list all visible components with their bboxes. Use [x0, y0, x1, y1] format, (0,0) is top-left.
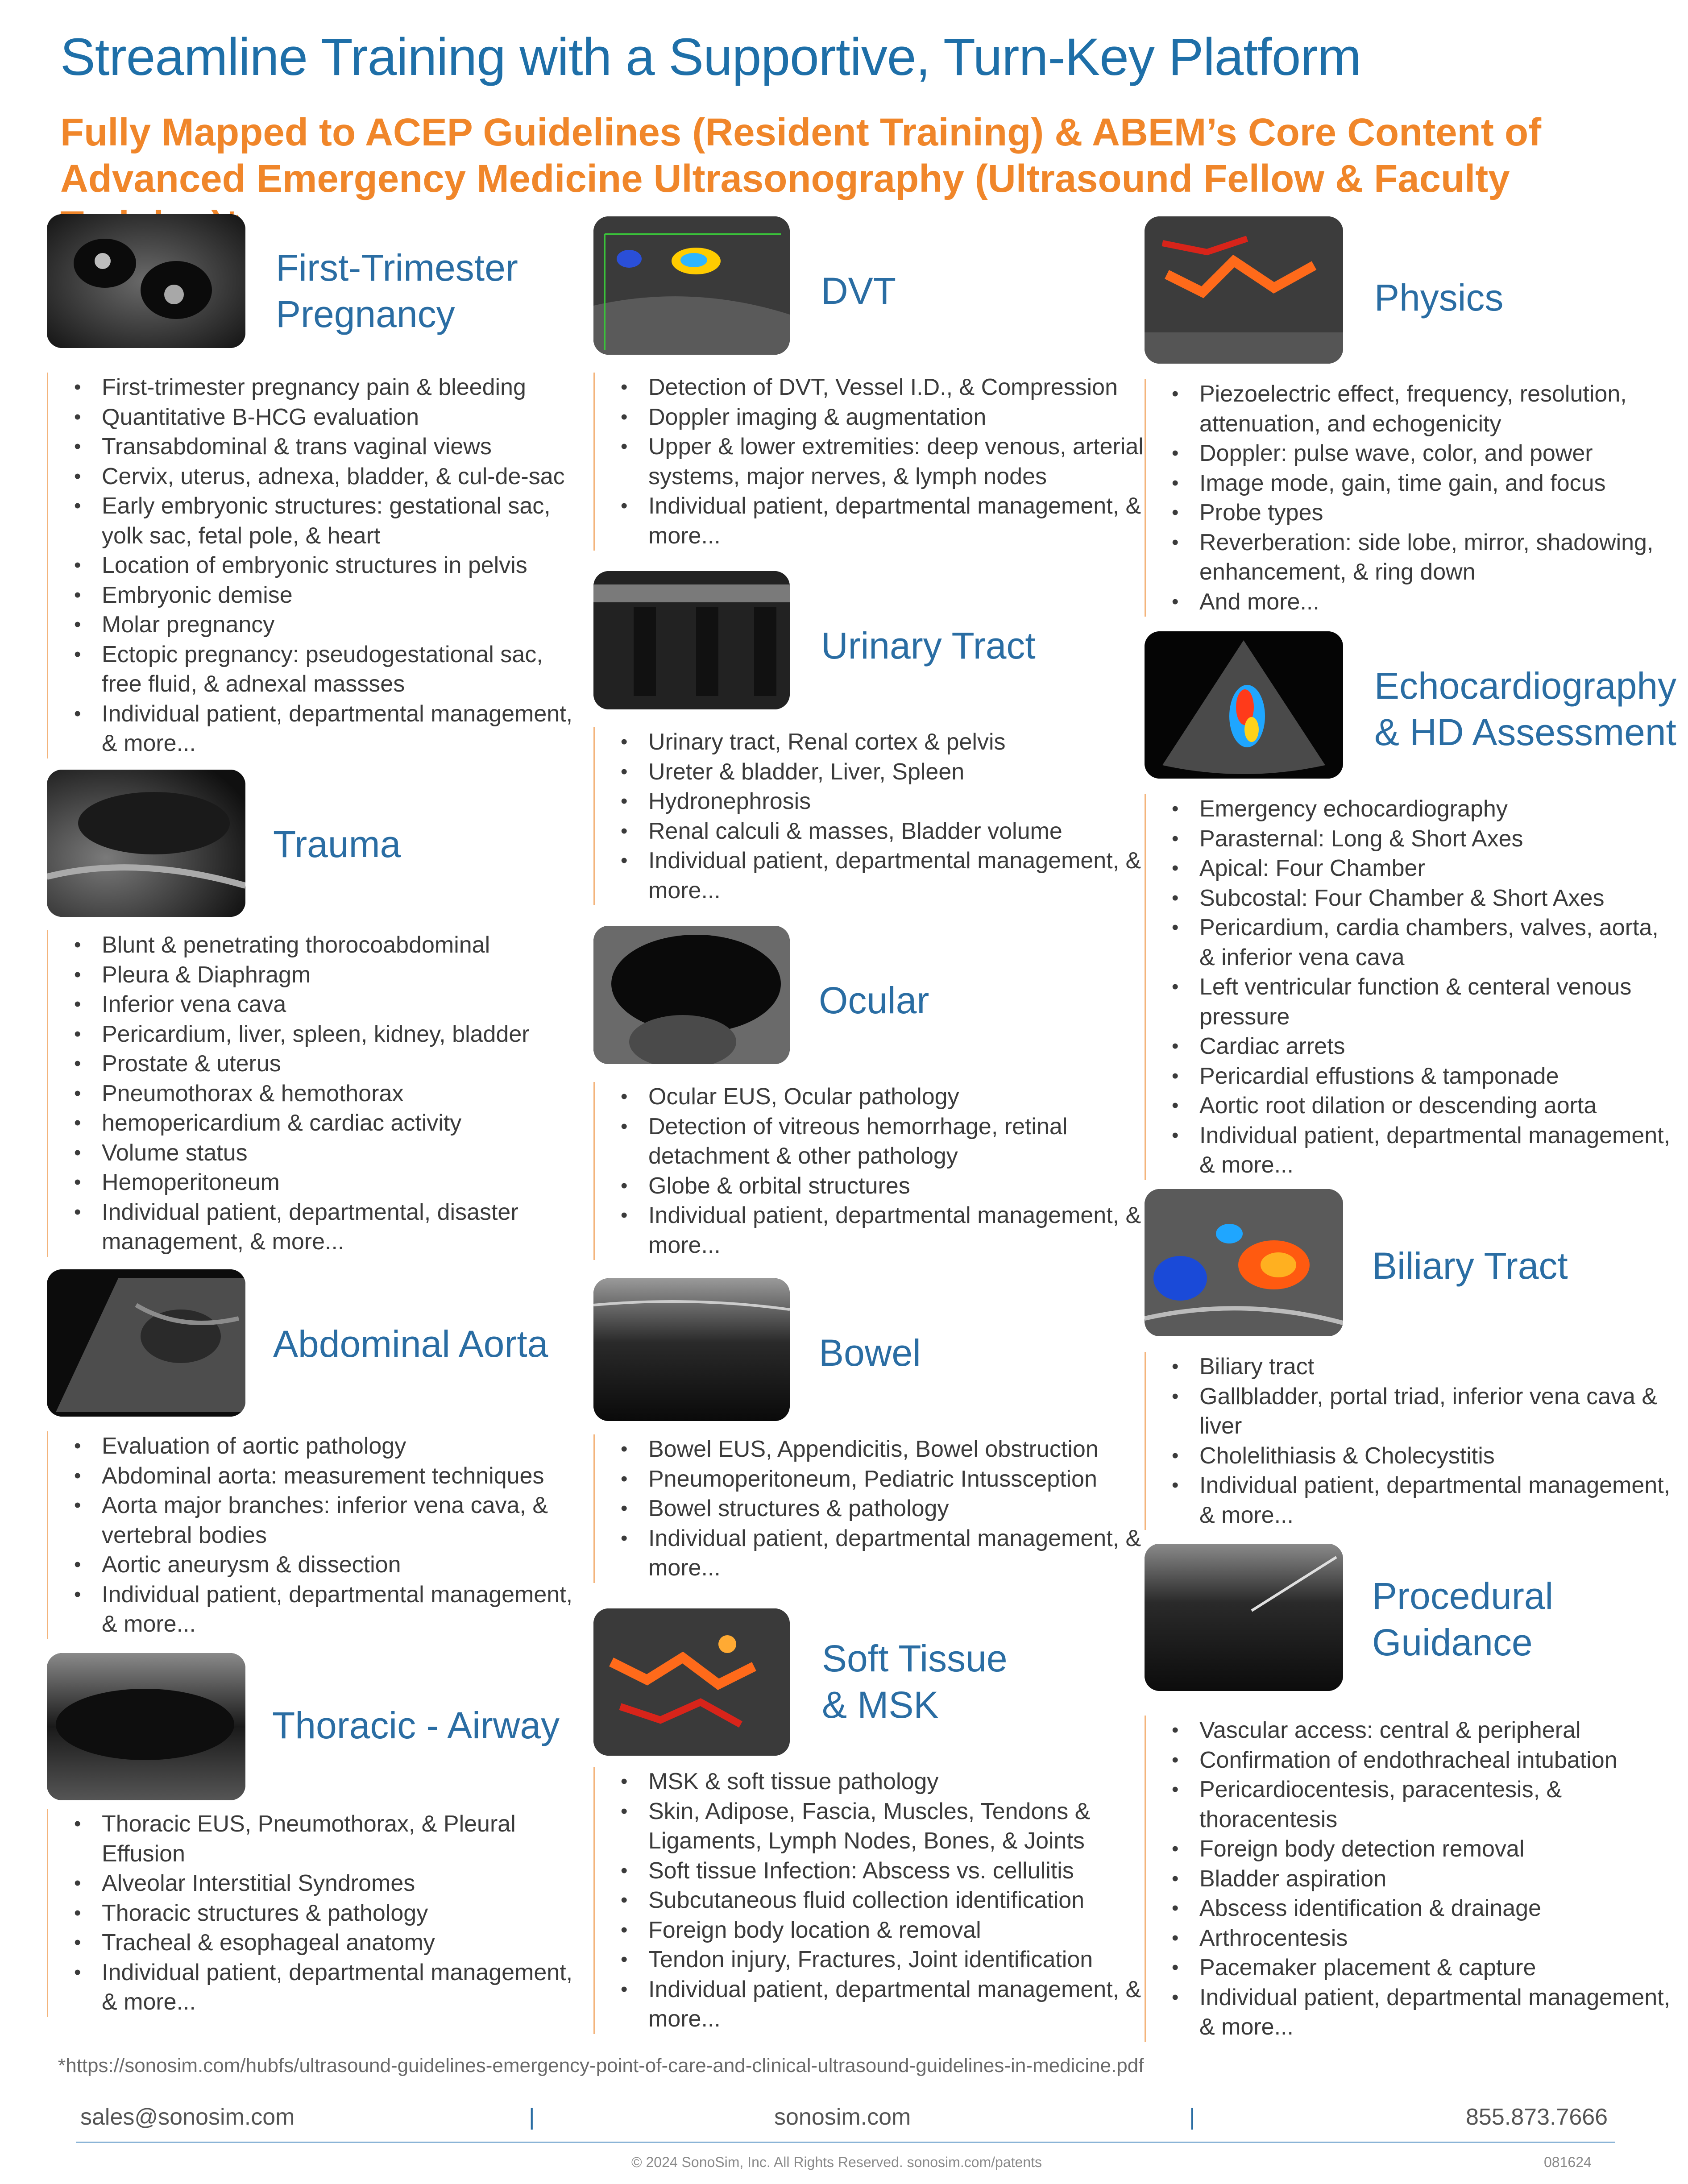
abdominal-aorta-title: Abdominal Aorta	[273, 1323, 548, 1365]
list-item: • Doppler imaging & augmentation	[595, 402, 1151, 432]
list-item: • Hemoperitoneum	[48, 1168, 589, 1198]
list-item: • Soft tissue Infection: Abscess vs. cellulitis	[595, 1856, 1151, 1886]
list-item: • Alveolar Interstitial Syndromes	[48, 1869, 589, 1898]
list-item: • Detection of DVT, Vessel I.D., & Compression	[595, 373, 1151, 402]
list-item: • Aorta major branches: inferior vena cava, & vertebral bodies	[48, 1491, 589, 1550]
physics-ultrasound-image	[1145, 216, 1343, 364]
list-item: • Individual patient, departmental management, & more...	[1146, 1471, 1676, 1530]
list-item: • Parasternal: Long & Short Axes	[1146, 824, 1676, 854]
list-item: • Individual patient, departmental management, & more...	[48, 1958, 589, 2017]
footer-separator: |	[1189, 2104, 1195, 2130]
list-item: • Doppler: pulse wave, color, and power	[1146, 439, 1676, 468]
footer-email[interactable]: sales@sonosim.com	[80, 2104, 295, 2130]
trauma-title: Trauma	[273, 823, 401, 865]
thoracic-ultrasound-image	[47, 1653, 245, 1800]
list-item: • Individual patient, departmental management, & more...	[595, 1524, 1151, 1583]
list-item: • Cardiac arrets	[1146, 1032, 1676, 1061]
list-item: • Pericardium, liver, spleen, kidney, bladder	[48, 1019, 589, 1049]
list-item: • Individual patient, departmental management, & more...	[1146, 1121, 1676, 1180]
list-item: • Bladder aspiration	[1146, 1864, 1684, 1894]
list-item: • Hydronephrosis	[595, 787, 1151, 816]
list-item: • Abscess identification & drainage	[1146, 1894, 1684, 1923]
list-item: • Renal calculi & masses, Bladder volume	[595, 816, 1151, 846]
list-item: • Foreign body detection removal	[1146, 1834, 1684, 1864]
abdominal-aorta-list	[47, 1431, 589, 1639]
physics-list	[1145, 379, 1676, 617]
list-item: • Prostate & uterus	[48, 1049, 589, 1079]
list-item: • Individual patient, departmental management, & more...	[48, 699, 589, 758]
list-item: • Subcutaneous fluid collection identification	[595, 1886, 1151, 1915]
copyright-text: © 2024 SonoSim, Inc. All Rights Reserved. sonosim.com/patents	[631, 2154, 1042, 2170]
list-item: • Thoracic structures & pathology	[48, 1898, 589, 1928]
first-trimester-title: First-Trimester Pregnancy	[276, 247, 518, 335]
trauma-ultrasound-image	[47, 770, 245, 917]
list-item: • Ocular EUS, Ocular pathology	[595, 1082, 1151, 1112]
list-item: • Quantitative B-HCG evaluation	[48, 402, 589, 432]
list-item: • Location of embryonic structures in pelvis	[48, 551, 589, 580]
list-item: • Bowel EUS, Appendicitis, Bowel obstruction	[595, 1434, 1151, 1464]
list-item: • Aortic aneurysm & dissection	[48, 1550, 589, 1580]
list-item: • Gallbladder, portal triad, inferior vena cava & liver	[1146, 1382, 1676, 1441]
list-item: • Globe & orbital structures	[595, 1171, 1151, 1201]
list-item: • Pericardium, cardia chambers, valves, aorta, & inferior vena cava	[1146, 913, 1676, 972]
trauma-list	[47, 930, 589, 1257]
echocardiography-ultrasound-image	[1145, 631, 1343, 779]
list-item: • Individual patient, departmental management, & more...	[1146, 1983, 1684, 2042]
footer-separator: |	[529, 2104, 535, 2130]
list-item: • Bowel structures & pathology	[595, 1494, 1151, 1524]
list-item: • Thoracic EUS, Pneumothorax, & Pleural Effusion	[48, 1809, 589, 1869]
biliary-tract-list	[1145, 1352, 1676, 1530]
list-item: • Embryonic demise	[48, 580, 589, 610]
physics-title: Physics	[1374, 277, 1504, 319]
list-item: • Skin, Adipose, Fascia, Muscles, Tendons & Ligaments, Lymph Nodes, Bones, & Joints	[595, 1797, 1151, 1856]
list-item: • Aortic root dilation or descending aorta	[1146, 1091, 1676, 1121]
bowel-list	[593, 1434, 1151, 1583]
list-item: • Arthrocentesis	[1146, 1923, 1684, 1953]
list-item: • Image mode, gain, time gain, and focus	[1146, 468, 1676, 498]
echocardiography-list	[1145, 794, 1676, 1180]
footnote-link[interactable]: *https://sonosim.com/hubfs/ultrasound-guidelines-emergency-point-of-care-and-clinical-ultrasound-guidelines-in-medicine.pdf	[58, 2055, 1144, 2076]
list-item: • Detection of vitreous hemorrhage, retinal detachment & other pathology	[595, 1112, 1151, 1171]
list-item: • Foreign body location & removal	[595, 1915, 1151, 1945]
list-item: • Vascular access: central & peripheral	[1146, 1716, 1684, 1745]
list-item: • Individual patient, departmental management, & more...	[595, 491, 1151, 551]
list-item: • Inferior vena cava	[48, 990, 589, 1019]
list-item: • Cholelithiasis & Cholecystitis	[1146, 1441, 1676, 1471]
echocardiography-title: Echocardiography & HD Assessment	[1374, 665, 1677, 753]
list-item: • Individual patient, departmental management, & more...	[595, 1201, 1151, 1260]
list-item: • Tendon injury, Fractures, Joint identification	[595, 1945, 1151, 1975]
ocular-ultrasound-image	[593, 926, 790, 1064]
list-item: • Individual patient, departmental management, & more...	[595, 1975, 1151, 2034]
urinary-tract-ultrasound-image	[593, 571, 790, 709]
document-code: 081624	[1544, 2154, 1592, 2170]
dvt-ultrasound-image	[593, 216, 790, 355]
list-item: • Piezoelectric effect, frequency, resolution, attenuation, and echogenicity	[1146, 379, 1676, 439]
list-item: • Evaluation of aortic pathology	[48, 1431, 589, 1461]
footer-phone[interactable]: 855.873.7666	[1466, 2104, 1608, 2130]
list-item: • Apical: Four Chamber	[1146, 854, 1676, 883]
ocular-list	[593, 1082, 1151, 1260]
list-item: • Pleura & Diaphragm	[48, 960, 589, 990]
procedural-guidance-title: Procedural Guidance	[1372, 1575, 1554, 1663]
dvt-title: DVT	[821, 270, 896, 312]
bowel-title: Bowel	[819, 1332, 921, 1374]
urinary-tract-title: Urinary Tract	[821, 625, 1036, 667]
list-item: • MSK & soft tissue pathology	[595, 1767, 1151, 1797]
list-item: • Transabdominal & trans vaginal views	[48, 432, 589, 462]
list-item: • hemopericardium & cardiac activity	[48, 1108, 589, 1138]
list-item: • Subcostal: Four Chamber & Short Axes	[1146, 883, 1676, 913]
list-item: • Reverberation: side lobe, mirror, shadowing, enhancement, & ring down	[1146, 528, 1676, 587]
bowel-ultrasound-image	[593, 1278, 790, 1421]
list-item: • Individual patient, departmental, disaster management, & more...	[48, 1198, 589, 1257]
list-item: • Pericardiocentesis, paracentesis, & thoracentesis	[1146, 1775, 1684, 1834]
list-item: • Molar pregnancy	[48, 610, 589, 640]
list-item: • Individual patient, departmental management, & more...	[595, 846, 1151, 905]
soft-tissue-ultrasound-image	[593, 1608, 790, 1756]
procedural-guidance-list	[1145, 1716, 1684, 2042]
list-item: • Ureter & bladder, Liver, Spleen	[595, 757, 1151, 787]
abdominal-aorta-ultrasound-image	[47, 1269, 245, 1417]
ocular-title: Ocular	[819, 979, 929, 1021]
list-item: • Confirmation of endothracheal intubation	[1146, 1745, 1684, 1775]
list-item: • Pericardial effustions & tamponade	[1146, 1061, 1676, 1091]
biliary-tract-title: Biliary Tract	[1372, 1245, 1568, 1287]
first-trimester-ultrasound-image	[47, 214, 245, 348]
list-item: • Upper & lower extremities: deep venous, arterial systems, major nerves, & lymph nodes	[595, 432, 1151, 491]
list-item: • Ectopic pregnancy: pseudogestational sac, free fluid, & adnexal massses	[48, 640, 589, 699]
thoracic-list	[47, 1809, 589, 2017]
list-item: • And more...	[1146, 587, 1676, 617]
list-item: • Biliary tract	[1146, 1352, 1676, 1382]
list-item: • Individual patient, departmental management, & more...	[48, 1580, 589, 1639]
procedural-guidance-ultrasound-image	[1145, 1544, 1343, 1691]
list-item: • Probe types	[1146, 498, 1676, 528]
page-title: Streamline Training with a Supportive, Turn-Key Platform	[60, 28, 1361, 87]
list-item: • Urinary tract, Renal cortex & pelvis	[595, 727, 1151, 757]
list-item: • Emergency echocardiography	[1146, 794, 1676, 824]
urinary-tract-list	[593, 727, 1151, 905]
list-item: • Abdominal aorta: measurement techniques	[48, 1461, 589, 1491]
soft-tissue-title: Soft Tissue & MSK	[822, 1637, 1008, 1726]
page-subtitle: Fully Mapped to ACEP Guidelines (Resident Training) & ABEM’s Core Content of Advanced Emergency Medicine Ultrasonography (Ultrasound Fellow & Faculty	[60, 111, 1542, 200]
list-item: • Cervix, uterus, adnexa, bladder, & cul-de-sac	[48, 462, 589, 492]
list-item: • Pneumoperitoneum, Pediatric Intussception	[595, 1464, 1151, 1494]
thoracic-title: Thoracic - Airway	[272, 1704, 560, 1746]
first-trimester-list	[47, 373, 589, 758]
footer-divider	[76, 2142, 1615, 2143]
dvt-list	[593, 373, 1151, 551]
list-item: • Volume status	[48, 1138, 589, 1168]
list-item: • Blunt & penetrating thorocoabdominal	[48, 930, 589, 960]
list-item: • Early embryonic structures: gestational sac, yolk sac, fetal pole, & heart	[48, 491, 589, 551]
list-item: • Pacemaker placement & capture	[1146, 1953, 1684, 1983]
biliary-tract-ultrasound-image	[1145, 1189, 1343, 1336]
soft-tissue-list	[593, 1767, 1151, 2034]
list-item: • First-trimester pregnancy pain & bleeding	[48, 373, 589, 402]
footer-website[interactable]: sonosim.com	[774, 2104, 911, 2130]
list-item: • Tracheal & esophageal anatomy	[48, 1928, 589, 1958]
list-item: • Left ventricular function & centeral venous pressure	[1146, 972, 1676, 1032]
list-item: • Pneumothorax & hemothorax	[48, 1079, 589, 1109]
